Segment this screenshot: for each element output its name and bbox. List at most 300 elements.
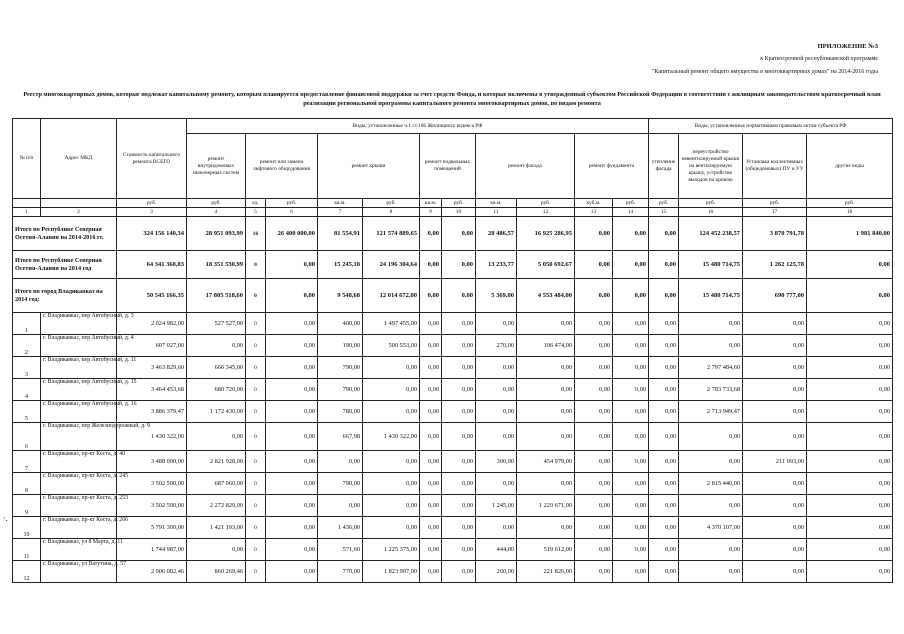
table-row xyxy=(13,335,893,357)
unit-cell: руб. xyxy=(117,199,187,208)
row-value: 0 xyxy=(246,401,266,423)
row-value: 400,00 xyxy=(318,313,363,335)
appendix-subtitle: к Краткосрочной республиканской программе xyxy=(760,56,878,62)
unit-cell: руб. xyxy=(743,199,807,208)
row-value: 221 826,00 xyxy=(517,561,575,583)
row-value: 0,00 xyxy=(442,539,476,561)
row-value: 0,00 xyxy=(575,313,613,335)
row-value: 0,00 xyxy=(442,313,476,335)
column-number: 15 xyxy=(649,208,679,217)
column-number-row xyxy=(13,208,893,217)
row-value: 607 027,00 xyxy=(117,335,187,357)
total-value: 0,00 xyxy=(420,217,442,251)
total-value: 0,00 xyxy=(613,251,649,279)
row-address: г. Владикавказ, пер Автобусный, д. 15 xyxy=(41,379,117,401)
row-value: 0,00 xyxy=(266,451,318,473)
total-value: 0,00 xyxy=(613,279,649,313)
row-value: 0,00 xyxy=(649,401,679,423)
total-row xyxy=(13,279,893,313)
header-num: № п/п xyxy=(13,119,41,199)
row-value: 0,00 xyxy=(613,539,649,561)
row-value: 0,00 xyxy=(266,335,318,357)
total-row xyxy=(13,217,893,251)
row-value: 0,00 xyxy=(613,379,649,401)
row-value: 0,00 xyxy=(266,379,318,401)
row-value: 0,00 xyxy=(613,357,649,379)
row-value: 667,98 xyxy=(318,423,363,451)
row-value: 0,00 xyxy=(649,473,679,495)
row-value: 0,00 xyxy=(363,473,420,495)
row-value: 0,00 xyxy=(743,495,807,517)
row-value: 0,00 xyxy=(649,517,679,539)
row-value: 0 xyxy=(246,539,266,561)
row-value: 0,00 xyxy=(420,379,442,401)
row-value: 0,00 xyxy=(575,451,613,473)
unit-cell: кв.м. xyxy=(420,199,442,208)
column-number: 2 xyxy=(41,208,117,217)
total-value: 50 545 166,35 xyxy=(117,279,187,313)
row-value: 0,00 xyxy=(476,423,517,451)
table-row xyxy=(13,401,893,423)
unit-cell: руб. xyxy=(649,199,679,208)
total-value: 0,00 xyxy=(613,217,649,251)
row-value: 0,00 xyxy=(476,473,517,495)
row-value: 0,00 xyxy=(363,517,420,539)
row-value: 444,00 xyxy=(476,539,517,561)
row-value: 0 xyxy=(246,357,266,379)
row-value: 790,00 xyxy=(318,473,363,495)
row-value: 0,00 xyxy=(613,473,649,495)
table-row xyxy=(13,423,893,451)
total-value: 0,00 xyxy=(266,279,318,313)
total-value: 28 486,57 xyxy=(476,217,517,251)
row-value: 2 906 002,46 xyxy=(117,561,187,583)
table-row xyxy=(13,473,893,495)
row-value: 0,00 xyxy=(363,401,420,423)
total-value: 0,00 xyxy=(266,251,318,279)
unit-blank xyxy=(13,199,41,208)
row-value: 0,00 xyxy=(420,357,442,379)
row-value: 0,00 xyxy=(807,313,893,335)
table-row xyxy=(13,517,893,539)
row-value: 0,00 xyxy=(649,357,679,379)
row-address: г. Владикавказ, пер Автобусный, д. 3 xyxy=(41,313,117,335)
header-group-zhk: Виды, установленные ч.1 ст.166 Жилищного кодекса РФ xyxy=(187,119,649,134)
row-value: 0,00 xyxy=(187,335,246,357)
row-address: г. Владикавказ, пр-кт Коста, д. 266 xyxy=(41,517,117,539)
row-value: 2 783 733,68 xyxy=(679,379,743,401)
row-value: 0,00 xyxy=(575,495,613,517)
row-value: 0,00 xyxy=(420,495,442,517)
total-label: Итого по Республике Северная Осетия-Алания на 2014 год xyxy=(13,251,117,279)
row-value: 0,00 xyxy=(442,517,476,539)
row-value: 0,00 xyxy=(613,517,649,539)
row-value: 3 502 500,00 xyxy=(117,495,187,517)
unit-cell: руб. xyxy=(517,199,575,208)
row-value: 860 269,46 xyxy=(187,561,246,583)
row-value: 770,00 xyxy=(318,561,363,583)
total-value: 1 262 125,78 xyxy=(743,251,807,279)
row-address: г. Владикавказ, ул 8 Марта, д. 11 xyxy=(41,539,117,561)
total-value: 13 233,77 xyxy=(476,251,517,279)
total-value: 1 981 840,00 xyxy=(807,217,893,251)
row-value: 0,00 xyxy=(807,379,893,401)
total-value: 0,00 xyxy=(649,251,679,279)
row-value: 571,60 xyxy=(318,539,363,561)
column-number: 13 xyxy=(575,208,613,217)
total-value: 0,00 xyxy=(575,279,613,313)
row-value: 0,00 xyxy=(613,401,649,423)
row-value: 0,00 xyxy=(266,357,318,379)
total-value: 0,00 xyxy=(420,251,442,279)
column-number: 7 xyxy=(318,208,363,217)
row-number: 11 xyxy=(13,539,41,561)
row-value: 0,00 xyxy=(613,313,649,335)
row-value: 0 xyxy=(246,561,266,583)
registry-table xyxy=(12,118,893,583)
row-value: 0 xyxy=(246,335,266,357)
column-number: 14 xyxy=(613,208,649,217)
total-value: 0 xyxy=(246,251,266,279)
total-value: 0,00 xyxy=(807,279,893,313)
total-row xyxy=(13,251,893,279)
row-number: 12 xyxy=(13,561,41,583)
row-value: 0,00 xyxy=(420,313,442,335)
header-address: Адрес МКД xyxy=(41,119,117,199)
total-value: 324 156 140,34 xyxy=(117,217,187,251)
row-value: 0,00 xyxy=(517,379,575,401)
row-value: 519 612,00 xyxy=(517,539,575,561)
unit-cell: руб. xyxy=(807,199,893,208)
row-value: 0,00 xyxy=(266,473,318,495)
row-value: 0,00 xyxy=(807,473,893,495)
total-value: 81 554,91 xyxy=(318,217,363,251)
row-value: 0,00 xyxy=(743,517,807,539)
row-value: 0,00 xyxy=(266,561,318,583)
total-value: 24 196 304,64 xyxy=(363,251,420,279)
row-value: 3 464 453,68 xyxy=(117,379,187,401)
row-value: 0,00 xyxy=(420,423,442,451)
row-value: 300,00 xyxy=(476,451,517,473)
table-row xyxy=(13,539,893,561)
row-value: 0,00 xyxy=(187,539,246,561)
row-value: 0,00 xyxy=(476,357,517,379)
total-value: 16 925 286,95 xyxy=(517,217,575,251)
row-value: 2 797 484,60 xyxy=(679,357,743,379)
column-number: 6 xyxy=(266,208,318,217)
header-repair-basement: ремонт подвальных помещений xyxy=(420,134,476,199)
column-number: 9 xyxy=(420,208,442,217)
row-value: 0,00 xyxy=(807,357,893,379)
unit-cell: руб. xyxy=(442,199,476,208)
row-value: 0,00 xyxy=(575,561,613,583)
row-value: 0,00 xyxy=(679,335,743,357)
row-value: 0,00 xyxy=(420,451,442,473)
row-number: 5 xyxy=(13,401,41,423)
row-number: 10 xyxy=(13,517,41,539)
row-value: 0,00 xyxy=(476,379,517,401)
row-value: 0,00 xyxy=(649,539,679,561)
total-value: 15 245,18 xyxy=(318,251,363,279)
total-value: 0,00 xyxy=(649,217,679,251)
row-value: 0,00 xyxy=(476,401,517,423)
row-number: 7 xyxy=(13,451,41,473)
row-value: 5 791 300,00 xyxy=(117,517,187,539)
row-value: 0,00 xyxy=(442,495,476,517)
row-value: 0,00 xyxy=(613,451,649,473)
row-value: 3 488 000,00 xyxy=(117,451,187,473)
row-value: 0,00 xyxy=(649,423,679,451)
row-value: 0,00 xyxy=(807,401,893,423)
unit-cell: руб. xyxy=(613,199,649,208)
total-value: 0,00 xyxy=(420,279,442,313)
row-value: 0,00 xyxy=(442,473,476,495)
row-value: 0,00 xyxy=(420,401,442,423)
column-number: 10 xyxy=(442,208,476,217)
row-value: 0,00 xyxy=(187,423,246,451)
total-label: Итого по город Владикавказ на 2014 год: xyxy=(13,279,117,313)
row-value: 0,00 xyxy=(476,313,517,335)
header-flat-roof: переустройство невентилируемой крыши на вентилируемую крышу, устройство выходов на кровлю xyxy=(679,134,743,199)
row-value: 0,00 xyxy=(575,473,613,495)
column-number: 5 xyxy=(246,208,266,217)
row-value: 0,00 xyxy=(517,401,575,423)
row-address: г. Владикавказ, пр-кт Коста, д. 253 xyxy=(41,495,117,517)
row-number: 1 xyxy=(13,313,41,335)
row-value: 1 229 671,00 xyxy=(517,495,575,517)
total-value: 121 574 889,65 xyxy=(363,217,420,251)
table-row xyxy=(13,357,893,379)
header-meters: Установка коллективных (общедомовых) ПУ и УУ xyxy=(743,134,807,199)
row-value: 211 093,00 xyxy=(743,451,807,473)
row-value: 0,00 xyxy=(575,379,613,401)
row-value: 0,00 xyxy=(743,473,807,495)
row-value: 0,00 xyxy=(807,495,893,517)
total-value: 15 480 714,75 xyxy=(679,279,743,313)
row-value: 3 502 500,00 xyxy=(117,473,187,495)
row-value: 0 xyxy=(246,313,266,335)
row-value: 0,00 xyxy=(266,401,318,423)
unit-cell: руб. xyxy=(679,199,743,208)
table-row xyxy=(13,379,893,401)
row-value: 2 821 928,00 xyxy=(187,451,246,473)
row-value: 0,00 xyxy=(442,335,476,357)
header-insulation-facade: утепление фасада xyxy=(649,134,679,199)
row-value: 0,00 xyxy=(743,313,807,335)
row-value: 0,00 xyxy=(743,423,807,451)
row-value: 270,00 xyxy=(476,335,517,357)
row-value: 0,00 xyxy=(649,313,679,335)
total-value: 64 341 368,83 xyxy=(117,251,187,279)
row-value: 0,00 xyxy=(363,357,420,379)
unit-blank xyxy=(41,199,117,208)
header-repair-roof: ремонт крыши xyxy=(318,134,420,199)
total-value: 5 050 692,67 xyxy=(517,251,575,279)
total-value: 690 777,00 xyxy=(743,279,807,313)
row-value: 0,00 xyxy=(266,495,318,517)
row-address: г. Владикавказ, пр-кт Коста, д. 40 xyxy=(41,451,117,473)
row-value: 0,00 xyxy=(679,539,743,561)
total-value: 5 369,00 xyxy=(476,279,517,313)
row-number: 9 xyxy=(13,495,41,517)
row-value: 0 xyxy=(246,379,266,401)
row-value: 0,00 xyxy=(363,379,420,401)
row-value: 0,00 xyxy=(743,561,807,583)
row-value: 0,00 xyxy=(517,313,575,335)
row-value: 0,00 xyxy=(517,473,575,495)
row-number: 6 xyxy=(13,423,41,451)
row-value: 0,00 xyxy=(420,335,442,357)
row-value: 2 024 982,00 xyxy=(117,313,187,335)
row-value: 0,00 xyxy=(517,357,575,379)
row-value: 0,00 xyxy=(613,423,649,451)
row-value: 0,00 xyxy=(613,495,649,517)
row-value: 0,00 xyxy=(743,379,807,401)
total-value: 16 xyxy=(246,217,266,251)
row-number: 8 xyxy=(13,473,41,495)
row-value: 454 979,00 xyxy=(517,451,575,473)
row-value: 0,00 xyxy=(266,539,318,561)
total-value: 9 548,68 xyxy=(318,279,363,313)
unit-cell: куб.м. xyxy=(575,199,613,208)
row-address: г. Владикавказ, ул Ватутина, д. 57 xyxy=(41,561,117,583)
column-number: 17 xyxy=(743,208,807,217)
row-value: 790,00 xyxy=(318,357,363,379)
row-value: 1 744 987,00 xyxy=(117,539,187,561)
row-value: 2 713 949,47 xyxy=(679,401,743,423)
row-value: 0,00 xyxy=(649,335,679,357)
row-value: 4 370 107,00 xyxy=(679,517,743,539)
row-value: 0,00 xyxy=(420,539,442,561)
column-number: 16 xyxy=(679,208,743,217)
appendix-program: "Капитальный ремонт общего имущества в многоквартирных домах" на 2014-2016 годы xyxy=(652,69,878,75)
column-number: 4 xyxy=(187,208,246,217)
header-repair-lift: ремонт или замена лифтового оборудования xyxy=(246,134,318,199)
total-value: 0,00 xyxy=(442,251,476,279)
row-value: 1 497 455,00 xyxy=(363,313,420,335)
unit-cell: руб. xyxy=(187,199,246,208)
unit-cell: ед. xyxy=(246,199,266,208)
row-value: 0,00 xyxy=(807,517,893,539)
row-value: 1 436,00 xyxy=(318,517,363,539)
row-value: 0,00 xyxy=(679,423,743,451)
row-value: 0,00 xyxy=(517,517,575,539)
row-address: г. Владикавказ, пер Автобусный, д. 4 xyxy=(41,335,117,357)
units-row xyxy=(13,199,893,208)
row-value: 2 815 440,00 xyxy=(679,473,743,495)
row-value: 0,00 xyxy=(575,335,613,357)
header-repair-facade: ремонт фасада xyxy=(476,134,575,199)
total-value: 28 951 093,99 xyxy=(187,217,246,251)
row-value: 0 xyxy=(246,473,266,495)
row-value: 0,00 xyxy=(807,451,893,473)
total-value: 0,00 xyxy=(442,217,476,251)
row-value: 1 430 322,00 xyxy=(363,423,420,451)
row-value: 106 474,00 xyxy=(517,335,575,357)
document-title: Реестр многоквартирных домов, которые подлежат капитальному ремонту, которым планируется предоставление финансовой поддержки за счет средств Фонда, и которые включены в утвержденный субъектом Российской Федерации в соответствии с жилищным законодательством краткосрочный план реализации региональной программы капитального ремонта многоквартирных домов, по видам ремонта xyxy=(23,91,881,107)
row-value: 0,00 xyxy=(743,539,807,561)
row-number: 3 xyxy=(13,357,41,379)
row-value: 1 421 193,00 xyxy=(187,517,246,539)
appendix-block xyxy=(652,40,878,79)
row-value: 0,00 xyxy=(613,335,649,357)
unit-cell: руб. xyxy=(363,199,420,208)
row-value: 666 345,00 xyxy=(187,357,246,379)
row-value: 0,00 xyxy=(517,423,575,451)
row-value: 0,00 xyxy=(649,495,679,517)
header-group-subject: Виды, установленные нормативным правовым актом субъекта РФ xyxy=(649,119,893,134)
row-value: 0,00 xyxy=(420,561,442,583)
row-value: 0,00 xyxy=(266,517,318,539)
unit-cell: кв.м. xyxy=(318,199,363,208)
row-value: 0,00 xyxy=(679,313,743,335)
row-value: 1 172 430,00 xyxy=(187,401,246,423)
row-value: 0,00 xyxy=(266,313,318,335)
column-number: 12 xyxy=(517,208,575,217)
row-value: 2 272 829,00 xyxy=(187,495,246,517)
row-address: г. Владикавказ, пер Автобусный, д. 16 xyxy=(41,401,117,423)
row-value: 190,00 xyxy=(318,335,363,357)
row-value: 0,00 xyxy=(420,517,442,539)
row-value: 500 553,00 xyxy=(363,335,420,357)
total-label: Итого по Республике Северная Осетия-Алания на 2014-2016 гг. xyxy=(13,217,117,251)
row-value: 260,00 xyxy=(476,561,517,583)
table-row xyxy=(13,495,893,517)
column-number: 1 xyxy=(13,208,41,217)
row-value: 0,00 xyxy=(679,451,743,473)
header-repair-foundation: ремонт фундамента xyxy=(575,134,649,199)
row-value: 0,00 xyxy=(442,561,476,583)
total-value: 4 553 484,00 xyxy=(517,279,575,313)
row-value: 0 xyxy=(246,451,266,473)
column-number: 3 xyxy=(117,208,187,217)
total-value: 0,00 xyxy=(575,217,613,251)
total-value: 15 480 714,75 xyxy=(679,251,743,279)
row-value: 0,00 xyxy=(363,495,420,517)
row-value: 1 823 907,00 xyxy=(363,561,420,583)
row-value: 0,00 xyxy=(575,357,613,379)
row-value: 0,00 xyxy=(743,357,807,379)
row-address: г. Владикавказ, пер Железнодорожный, д. 9 xyxy=(41,423,117,451)
header-repair-engineering: ремонт внутридомовых инженерных систем xyxy=(187,134,246,199)
row-value: 0,00 xyxy=(476,517,517,539)
total-value: 0,00 xyxy=(807,251,893,279)
row-value: 3 886 379,47 xyxy=(117,401,187,423)
row-value: 0 xyxy=(246,495,266,517)
row-value: 0,00 xyxy=(649,561,679,583)
row-number: 4 xyxy=(13,379,41,401)
row-value: 0,00 xyxy=(442,423,476,451)
total-value: 26 400 000,00 xyxy=(266,217,318,251)
row-value: 0,00 xyxy=(649,379,679,401)
row-value: 0,00 xyxy=(575,517,613,539)
column-number: 11 xyxy=(476,208,517,217)
row-value: 0 xyxy=(246,517,266,539)
row-value: 780,00 xyxy=(318,401,363,423)
row-value: 1 225 375,00 xyxy=(363,539,420,561)
total-value: 0,00 xyxy=(442,279,476,313)
row-value: 0,00 xyxy=(363,451,420,473)
row-value: 687 060,00 xyxy=(187,473,246,495)
total-value: 0 xyxy=(246,279,266,313)
table-row xyxy=(13,451,893,473)
appendix-title: ПРИЛОЖЕНИЕ №3 xyxy=(817,43,878,50)
row-value: 0,00 xyxy=(807,335,893,357)
header-cost-total: Стоимость капитального ремонта ВСЕГО xyxy=(117,119,187,199)
row-value: 0,00 xyxy=(575,423,613,451)
row-value: 680 720,00 xyxy=(187,379,246,401)
total-value: 0,00 xyxy=(649,279,679,313)
